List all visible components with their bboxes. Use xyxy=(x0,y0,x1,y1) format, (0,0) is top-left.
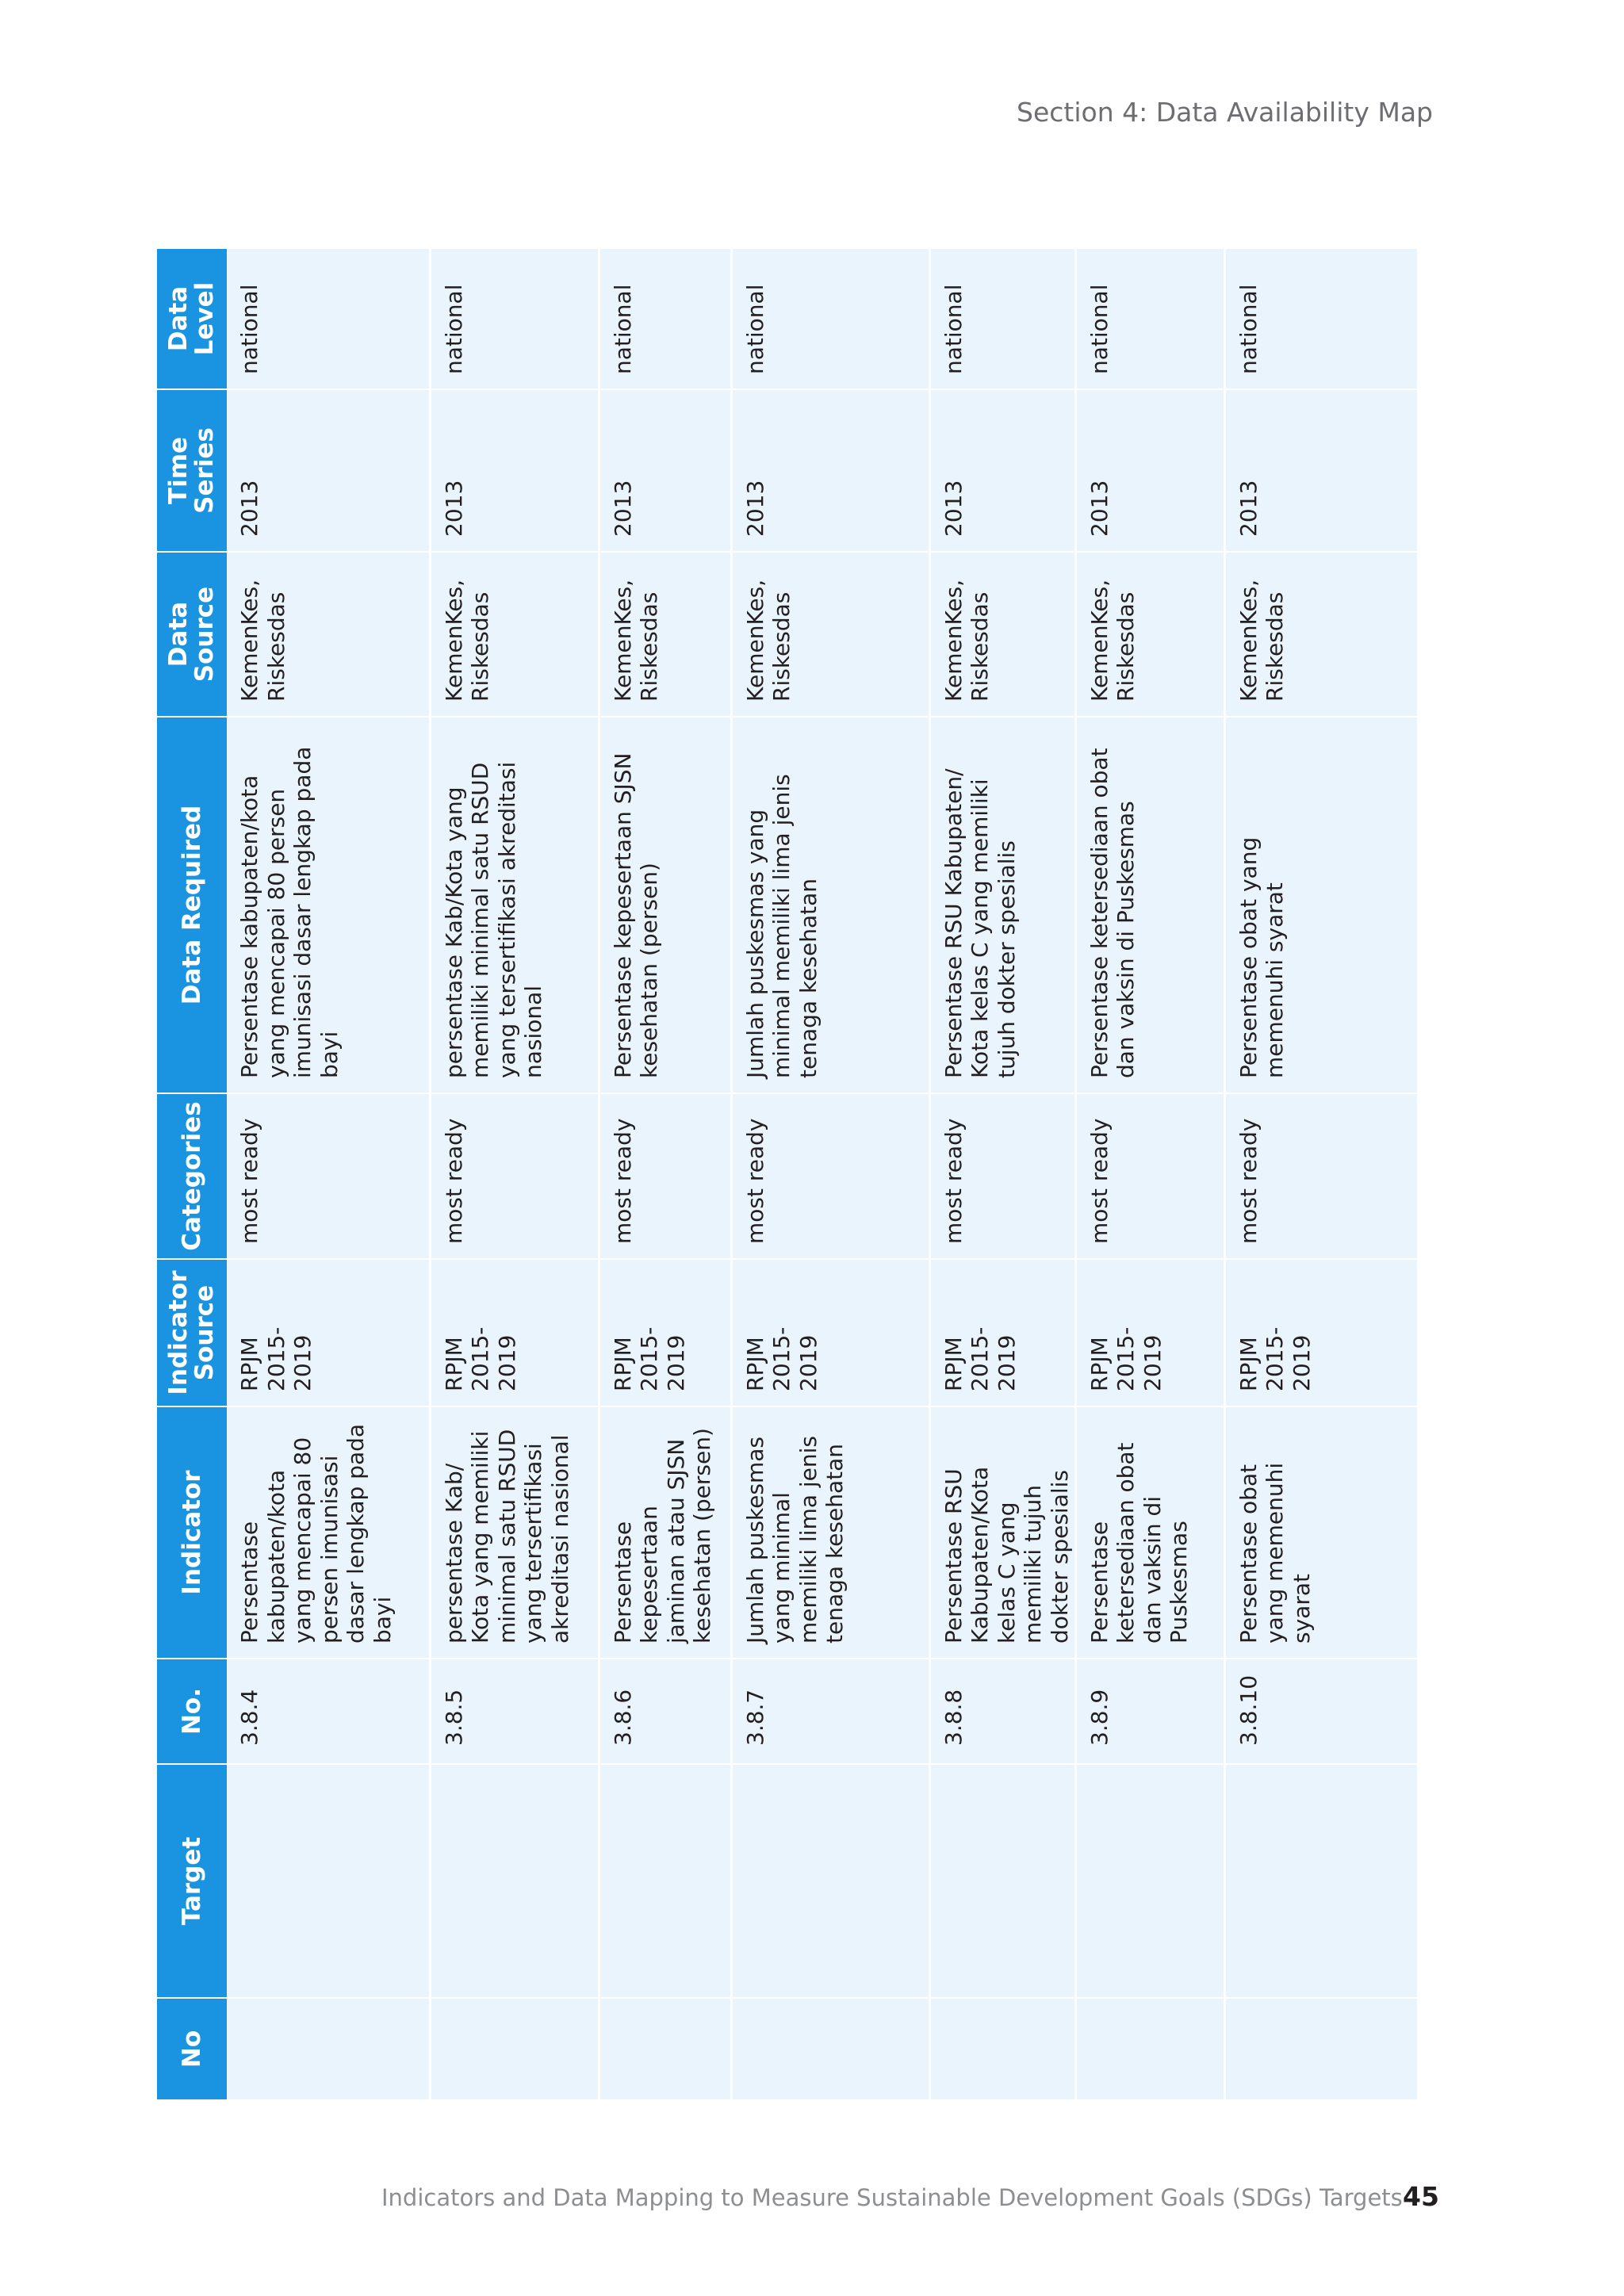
cell-indicator: Persentase ketersediaan obat dan vaksin di Puskesmas xyxy=(1075,1406,1224,1659)
cell-time-series: 2013 xyxy=(430,389,599,552)
cell-target xyxy=(929,1764,1075,1998)
table-row xyxy=(599,248,731,2099)
cell-data-level: national xyxy=(599,248,731,389)
cell-data-level: national xyxy=(1224,248,1418,389)
cell-target xyxy=(599,1764,731,1998)
cell-target xyxy=(1075,1764,1224,1998)
data-table xyxy=(157,247,1419,2099)
cell-category: most ready xyxy=(1224,1093,1418,1259)
cell-indicator: Persentase obat yang memenuhi syarat xyxy=(1224,1406,1418,1659)
cell-data-required: Jumlah puskesmas yang minimal memiliki lima jenis tenaga kesehatan xyxy=(731,717,929,1093)
table-row xyxy=(929,248,1075,2099)
table-header-row xyxy=(157,248,227,2099)
cell-no xyxy=(227,1998,430,2099)
cell-indicator: Persentase kabupaten/kota yang mencapai 80 persen imunisasi dasar lengkap pada bayi xyxy=(227,1406,430,1659)
cell-indicator: persentase Kab/ Kota yang memiliki minimal satu RSUD yang tersertifikasi akreditasi nasional xyxy=(430,1406,599,1659)
cell-target xyxy=(227,1764,430,1998)
cell-data-required: Persentase ketersediaan obat dan vaksin di Puskesmas xyxy=(1075,717,1224,1093)
cell-target xyxy=(731,1764,929,1998)
cell-indicator-source: RPJM 2015-2019 xyxy=(1075,1259,1224,1406)
cell-time-series: 2013 xyxy=(1224,389,1418,552)
cell-data-level: national xyxy=(731,248,929,389)
cell-data-source: KemenKes, Riskesdas xyxy=(227,552,430,717)
table-row xyxy=(731,248,929,2099)
cell-data-source: KemenKes, Riskesdas xyxy=(929,552,1075,717)
col-header-time-series: Time Series xyxy=(157,389,227,552)
cell-data-level: national xyxy=(227,248,430,389)
cell-no xyxy=(430,1998,599,2099)
table-row xyxy=(1075,248,1224,2099)
cell-category: most ready xyxy=(430,1093,599,1259)
cell-category: most ready xyxy=(599,1093,731,1259)
cell-data-source: KemenKes, Riskesdas xyxy=(1224,552,1418,717)
col-header-indicator: Indicator xyxy=(157,1406,227,1659)
cell-data-source: KemenKes, Riskesdas xyxy=(599,552,731,717)
cell-category: most ready xyxy=(1075,1093,1224,1259)
cell-indicator-source: RPJM 2015-2019 xyxy=(599,1259,731,1406)
cell-data-required: Persentase kabupaten/kota yang mencapai 80 persen imunisasi dasar lengkap pada bayi xyxy=(227,717,430,1093)
cell-indicator-no: 3.8.8 xyxy=(929,1659,1075,1764)
cell-data-level: national xyxy=(1075,248,1224,389)
cell-no xyxy=(599,1998,731,2099)
col-header-data-source: Data Source xyxy=(157,552,227,717)
footer-document-title: Indicators and Data Mapping to Measure Sustainable Development Goals (SDGs) Targets xyxy=(381,2184,1403,2211)
cell-time-series: 2013 xyxy=(1075,389,1224,552)
cell-indicator-no: 3.8.5 xyxy=(430,1659,599,1764)
col-header-target: Target xyxy=(157,1764,227,1998)
cell-indicator-source: RPJM 2015-2019 xyxy=(1224,1259,1418,1406)
cell-no xyxy=(929,1998,1075,2099)
cell-indicator: Jumlah puskesmas yang minimal memiliki lima jenis tenaga kesehatan xyxy=(731,1406,929,1659)
cell-category: most ready xyxy=(227,1093,430,1259)
cell-data-required: Persentase obat yang memenuhi syarat xyxy=(1224,717,1418,1093)
cell-data-source: KemenKes, Riskesdas xyxy=(731,552,929,717)
cell-data-required: persentase Kab/Kota yang memiliki minimal satu RSUD yang tersertifikasi akreditasi nasional xyxy=(430,717,599,1093)
cell-target xyxy=(1224,1764,1418,1998)
cell-time-series: 2013 xyxy=(929,389,1075,552)
col-header-categories: Categories xyxy=(157,1093,227,1259)
cell-indicator: Persentase kepesertaan jaminan atau SJSN kesehatan (persen) xyxy=(599,1406,731,1659)
cell-data-required: Persentase RSU Kabupaten/ Kota kelas C yang memiliki tujuh dokter spesialis xyxy=(929,717,1075,1093)
cell-data-level: national xyxy=(929,248,1075,389)
cell-time-series: 2013 xyxy=(731,389,929,552)
cell-no xyxy=(1075,1998,1224,2099)
cell-indicator: Persentase RSU Kabupaten/Kota kelas C yang memiliki tujuh dokter spesialis xyxy=(929,1406,1075,1659)
col-header-no: No xyxy=(157,1998,227,2099)
cell-indicator-no: 3.8.4 xyxy=(227,1659,430,1764)
col-header-data-required: Data Required xyxy=(157,717,227,1093)
col-header-data-level: Data Level xyxy=(157,248,227,389)
cell-indicator-no: 3.8.10 xyxy=(1224,1659,1418,1764)
cell-no xyxy=(731,1998,929,2099)
cell-indicator-source: RPJM 2015-2019 xyxy=(731,1259,929,1406)
section-title: Section 4: Data Availability Map xyxy=(1017,97,1433,128)
cell-target xyxy=(430,1764,599,1998)
col-header-indicator-no: No. xyxy=(157,1659,227,1764)
cell-indicator-no: 3.8.9 xyxy=(1075,1659,1224,1764)
cell-indicator-no: 3.8.6 xyxy=(599,1659,731,1764)
cell-indicator-no: 3.8.7 xyxy=(731,1659,929,1764)
table-row xyxy=(430,248,599,2099)
cell-data-required: Persentase kepesertaan SJSN kesehatan (persen) xyxy=(599,717,731,1093)
cell-indicator-source: RPJM 2015-2019 xyxy=(430,1259,599,1406)
col-header-indicator-source: Indicator Source xyxy=(157,1259,227,1406)
cell-data-source: KemenKes, Riskesdas xyxy=(1075,552,1224,717)
data-availability-table xyxy=(157,248,1418,2099)
cell-category: most ready xyxy=(731,1093,929,1259)
table-row xyxy=(227,248,430,2099)
cell-indicator-source: RPJM 2015-2019 xyxy=(929,1259,1075,1406)
cell-category: most ready xyxy=(929,1093,1075,1259)
table-rotated xyxy=(157,248,1418,2099)
cell-time-series: 2013 xyxy=(599,389,731,552)
cell-data-source: KemenKes, Riskesdas xyxy=(430,552,599,717)
cell-time-series: 2013 xyxy=(227,389,430,552)
page-number: 45 xyxy=(1403,2181,1439,2212)
cell-no xyxy=(1224,1998,1418,2099)
table-row xyxy=(1224,248,1418,2099)
cell-data-level: national xyxy=(430,248,599,389)
cell-indicator-source: RPJM 2015-2019 xyxy=(227,1259,430,1406)
